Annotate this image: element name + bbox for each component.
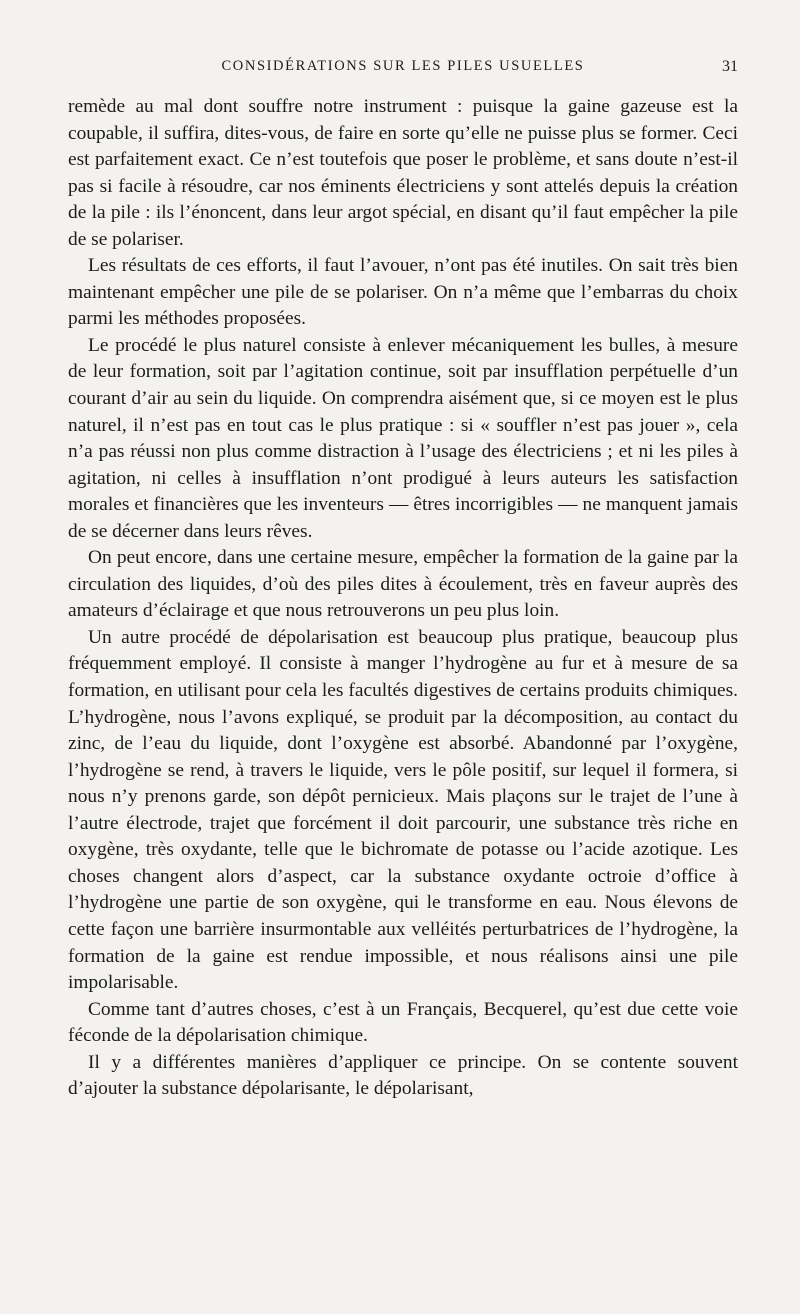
paragraph-5: Un autre procédé de dépolarisation est beaucoup plus pratique, beaucoup plus fréquemment employé. Il consiste à manger l’hydrogène au fur et à mesure de sa formation, en utilisant pour cela les facultés digestives de certains produits chimiques. L’hydrogène, nous l’avons expliqué, se produit par la décomposition, au contact du zinc, de l’eau du liquide, dont l’oxygène est absorbé. Abandonné par l’oxygène, l’hydrogène se rend, à travers le liquide, vers le pôle positif, sur lequel il formera, si nous n’y prenons garde, son dépôt pernicieux. Mais plaçons sur le trajet de l’une à l’autre électrode, trajet que forcément il doit parcourir, une substance très riche en oxygène, très oxydante, telle que le bichromate de potasse ou l’acide azotique. Les choses changent alors d’aspect, car la substance oxydante octroie d’office à l’hydrogène une partie de son oxygène, qui le transforme en eau. Nous élevons de cette façon une barrière insurmontable aux velléités perturbatrices de l’hydrogène, la formation de la gaine est rendue impossible, et nous réalisons ainsi une pile impolarisable.: [68, 626, 738, 994]
body-text: [68, 94, 738, 1103]
paragraph-2: Les résultats de ces efforts, il faut l’avouer, n’ont pas été inutiles. On sait très bien maintenant empêcher une pile de se polariser. On n’a même que l’embarras du choix parmi les méthodes proposées.: [68, 255, 738, 330]
paragraph-6: Comme tant d’autres choses, c’est à un Français, Becquerel, qu’est due cette voie féconde de la dépolarisation chimique.: [68, 998, 738, 1047]
running-head: [68, 58, 738, 82]
page-number: 31: [722, 58, 738, 75]
paragraph-4: On peut encore, dans une certaine mesure, empêcher la formation de la gaine par la circulation des liquides, d’où des piles dites à écoulement, très en faveur auprès des amateurs d’éclairage et que nous retrouverons un peu plus loin.: [68, 547, 738, 622]
paragraph-7: Il y a différentes manières d’appliquer ce principe. On se contente souvent d’ajouter la substance dépolarisante, le dépolarisant,: [68, 1051, 738, 1100]
paragraph-1: remède au mal dont souffre notre instrument : puisque la gaine gazeuse est la coupable, il suffira, dites-vous, de faire en sorte qu’elle ne puisse plus se former. Ceci est parfaitement exact. Ce n’est toutefois que poser le problème, et sans doute n’est-il pas si facile à résoudre, car nos éminents électriciens y sont attelés depuis la création de la pile : ils l’énoncent, dans leur argot spécial, en disant qu’il faut empêcher la pile de se polariser.: [68, 96, 738, 250]
running-title: CONSIDÉRATIONS SUR LES PILES USUELLES: [221, 58, 585, 74]
paragraph-3: Le procédé le plus naturel consiste à enlever mécaniquement les bulles, à mesure de leur formation, soit par l’agitation continue, soit par insufflation perpétuelle d’un courant d’air au sein du liquide. On comprendra aisément que, si ce moyen est le plus naturel, il n’est pas en tout cas le plus pratique : si « souffler n’est pas jouer », cela n’a pas réussi non plus comme distraction à l’usage des électriciens ; et ni les piles à agitation, ni celles à insufflation n’ont prodigué à leurs auteurs les satisfaction morales et financières que les inventeurs — êtres incorrigibles — ne manquent jamais de se décerner dans leurs rêves.: [68, 334, 738, 542]
